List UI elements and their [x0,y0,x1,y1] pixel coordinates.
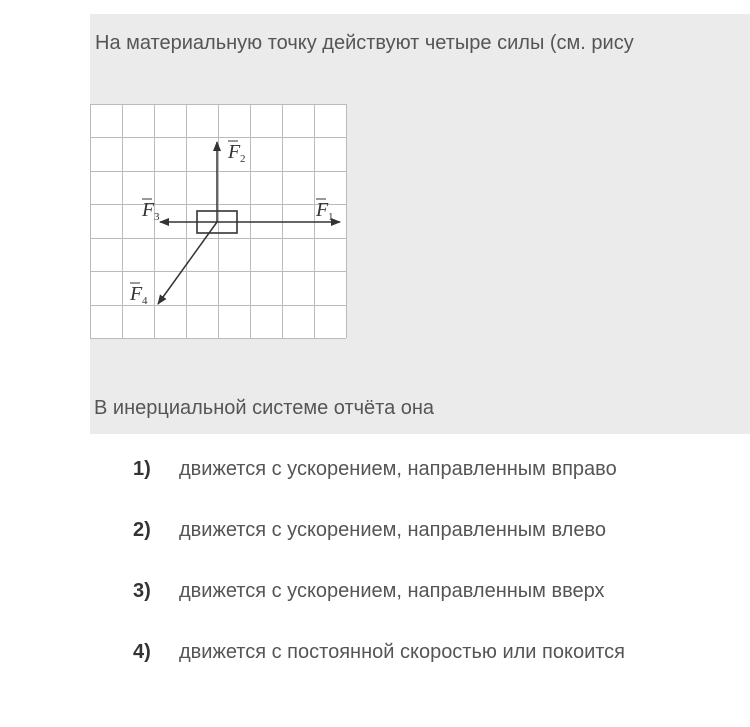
svg-text:F: F [316,199,329,221]
svg-text:3: 3 [154,211,160,223]
answer-option-2[interactable] [133,519,606,542]
force-diagram [90,104,350,344]
svg-text:F: F [228,141,241,163]
question-text: На материальную точку действуют четыре силы (см. рису [95,32,634,54]
answer-option-4[interactable] [133,641,625,664]
answer-number: 4) [133,641,151,663]
svg-text:F: F [130,283,143,305]
answer-text: движется с ускорением, направленным влево [179,519,606,541]
question-footer: В инерциальной системе отчёта она [94,397,435,419]
svg-text:F: F [142,199,155,221]
svg-text:2: 2 [240,153,246,165]
svg-text:1: 1 [328,211,334,223]
answer-text: движется с ускорением, направленным вверх [179,580,605,602]
answer-option-1[interactable] [133,458,617,481]
answer-option-3[interactable] [133,580,605,603]
answer-text: движется с ускорением, направленным вправо [179,458,617,480]
svg-text:4: 4 [142,295,148,307]
question-block [90,14,750,434]
answer-number: 3) [133,580,151,602]
answer-number: 1) [133,458,151,480]
answer-text: движется с постоянной скоростью или покоится [179,641,626,663]
answer-number: 2) [133,519,151,541]
